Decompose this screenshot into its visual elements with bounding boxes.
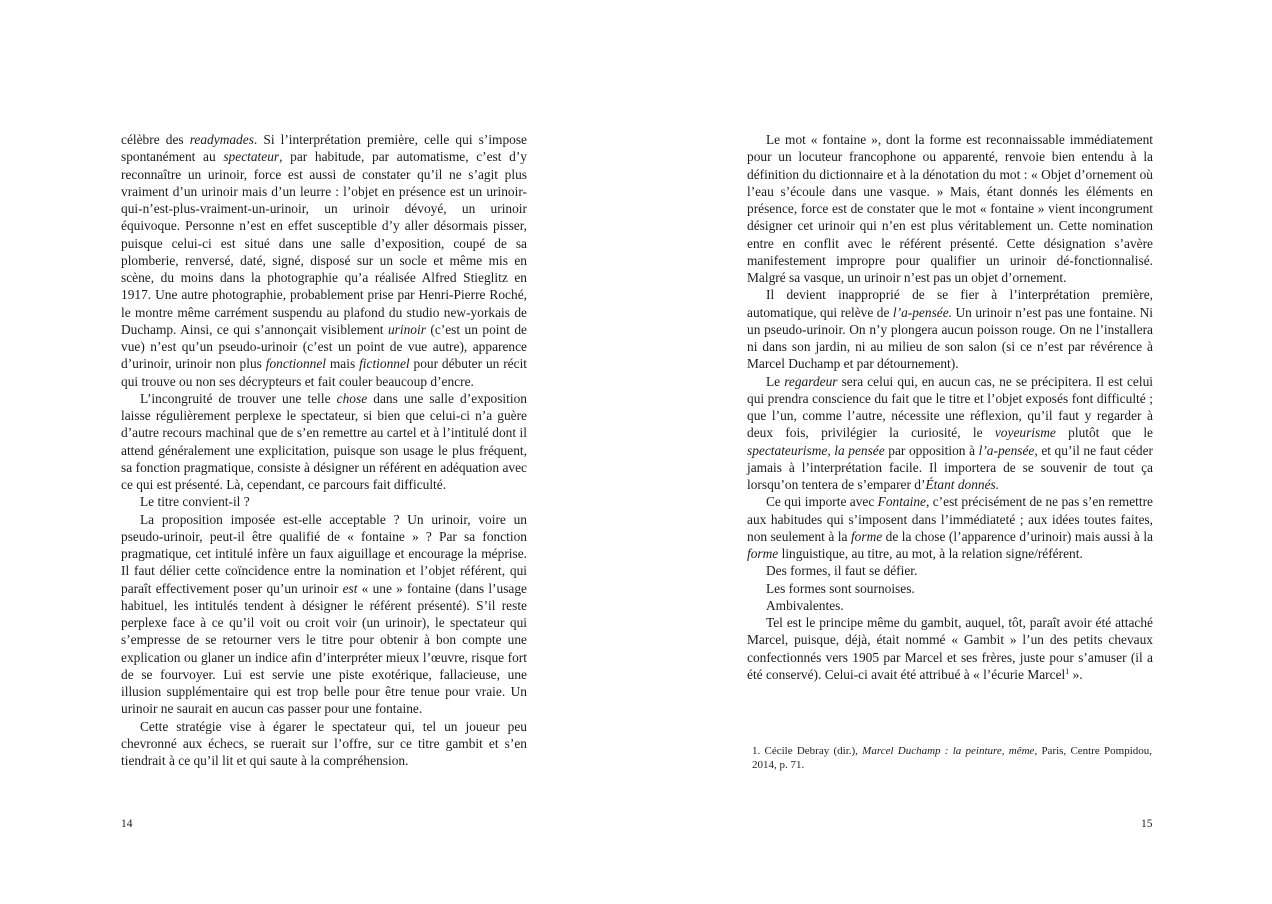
text-run: sera celui qui, en aucun cas, ne se précipitera. Il est celui qui prendra conscience du fait que le titre et l’objet exposés font difficulté ; que l’un, comme l’autre, nécessite une réflexion, qu’il faut y regarder à deux fois, privilégier la curiosité, le [747,373,1153,441]
footnote [752,744,1152,772]
italic-run: chose [336,390,368,406]
text-run: Tel est le principe même du gambit, auquel, tôt, paraît avoir été attaché Marcel, puisque, déjà, était nommé « Gambit » l’un des petits chevaux confectionnés vers 1905 par Marcel et ses frères, juste pour s’amuser (il a été conservé). Celui-ci avait été attribué à « l’écurie Marcel [747,615,1153,682]
italic-run: fictionnel [359,356,410,372]
page-number: 14 [121,818,133,830]
paragraph [121,131,527,390]
text-run: Cette stratégie vise à égarer le spectateur qui, tel un joueur peu chevronné aux échecs, se ruerait sur l’offre, sur ce titre gambit et s’en tiendrait à ce qu’il lit et qui saute à la compréhension. [121,718,527,768]
paragraph [121,718,527,770]
italic-run: regardeur [784,373,838,389]
text-run: Les formes sont sournoises. [766,580,915,596]
italic-run: l’a-pensée. [892,304,953,320]
paragraph [747,580,1153,597]
left-page-body-text [121,131,527,769]
text-run: , et qu’il ne faut céder jamais à l’interprétation facile. Il importera de se souvenir de tout ça lorsqu’on tentera de s’emparer d’ [747,442,1154,492]
text-run: plutôt que le [1055,425,1154,441]
text-run: , par habitude, par automatisme, c’est d’y reconnaître un urinoir, force est aussi de constater qu’il ne s’agit plus vraiment d’un urinoir mais d’un leurre : l’objet en présence est un urinoir-qui-n’est-plus-vraiment-un-urinoir, un urinoir dévoyé, un urinoir équivoque. Personne n’est en effet susceptible d’y aller désormais pisser, puisque celui-ci est situé dans une salle d’exposition, coupé de sa plomberie, renversé, daté, signé, disposé sur un socle et même mis en scène, du moins dans la photographie qu’a réalisée Alfred Stieglitz en 1917. Une autre photographie, probablement prise par Henri-Pierre Roché, le montre même carrément suspendu au plafond du studio new-yorkais de Duchamp. Ainsi, ce qui s’annonçait visiblement [121,149,527,337]
text-run: , [827,442,835,458]
text-run: Le [766,373,785,389]
italic-run: est [342,580,358,596]
paragraph [747,493,1153,562]
text-run: L’incongruité de trouver une telle [140,390,337,406]
paragraph [747,131,1153,286]
text-run: « une » fontaine (dans l’usage habituel, les intitulés tendent à désigner le référent présenté). S’il reste perplexe face à ce qu’il voit ou croit voir (un urinoir), le spectateur qui s’empresse de se retourner vers le titre pour obtenir à bon compte une explication ou glaner un indice afin d’interpréter mieux l’œuvre, risque fort de se fourvoyer. Lui est servie une piste exotérique, fallacieuse, une illusion supplémentaire qui est trop belle pour être tenue pour vraie. Un urinoir ne saurait en aucun cas passer pour une fontaine. [121,580,527,717]
paragraph [121,493,527,510]
text-run: dans une salle d’exposition laisse régulièrement perplexe le spectateur, si bien que celui-ci n’a guère d’autre recours machinal que de s’en remettre au cartel et à l’intitulé dont il attend généralement une explicitation, puisque son usage le plus fréquent, sa fonction pragmatique, consiste à désigner un référent en adéquation avec ce qui est présenté. Là, cependant, ce parcours fait difficulté. [121,390,527,492]
text-run: Le titre convient-il ? [140,494,250,510]
italic-run: voyeurisme [994,425,1056,441]
text-run: Des formes, il faut se défier. [766,563,918,579]
text-run: La proposition imposée est-elle acceptable ? Un urinoir, voire un pseudo-urinoir, peut-il être qualifié de « fontaine » ? Par sa fonction pragmatique, cet intitulé infère un faux aiguillage et encourage la méprise. Il faut délier cette coïncidence entre la nomination et l’objet référent, qui paraît effectivement poser qu’un urinoir [121,511,527,596]
italic-run: forme [850,528,883,544]
text-run: Il devient inapproprié de se fier à l’interprétation première, automatique, qui relève de [747,287,1153,320]
right-page [636,0,1272,904]
paragraph [747,614,1153,683]
right-page-body-text [747,131,1153,683]
italic-run: spectateur [223,149,280,165]
italic-run: Étant donnés. [925,477,1000,492]
text-run: (c’est un point de vue) n’est qu’un pseudo-urinoir (c’est un point de vue autre), apparence d’urinoir, urinoir non plus [121,321,528,372]
paragraph [121,511,527,718]
text-run: par opposition à [884,442,979,458]
paragraph [747,597,1153,614]
page-number: 15 [1141,818,1153,830]
text-run: célèbre des [121,132,190,147]
italic-run: readymades [189,132,254,147]
paragraph [747,373,1153,494]
footnote-ref: 1 [1065,666,1070,676]
text-run: mais [326,356,360,372]
paragraph [121,390,527,494]
italic-run: fonctionnel [265,356,327,372]
italic-run: la pensée [834,442,885,458]
text-run: pour débuter un récit qui trouve ou non ses décrypteurs et fait couler beaucoup d’encre. [121,356,528,389]
paragraph [747,286,1153,372]
text-run: Le mot « fontaine », dont la forme est reconnaissable immédiatement pour un locuteur francophone ou apparenté, renvoie bien entendu à la définition du dictionnaire et à la dénotation du mot : « Objet d’ornement où l’eau s’écoule dans une vasque. » Mais, étant donnés les éléments en présence, force est de constater que le mot « fontaine » vient incongrument désigner cet urinoir qui n’en est plus véritablement un. Cette nomination entre en conflit avec le référent présenté. Cette désignation s’avère manifestement impropre pour qualifier un urinoir dé-fonctionnalisé. Malgré sa vasque, un urinoir n’est pas un objet d’ornement. [747,132,1153,285]
text-run: Ambivalentes. [766,597,844,613]
text-run: Un urinoir n’est pas une fontaine. Ni un pseudo-urinoir. On n’y plongera aucun poisson rouge. On ne l’installera ni dans son jardin, ni au milieu de son salon (si ce n’est par révérence à Marcel Duchamp et par détournement). [747,304,1153,372]
italic-run: urinoir [387,321,426,337]
text-run: Ce qui importe avec [766,494,878,510]
italic-run: l’a-pensée [978,442,1035,458]
text-run: 1. Cécile Debray (dir.), [752,745,863,757]
text-run: , c’est précisément de ne pas s’en remettre aux habitudes qui s’imposent dans l’immédiateté ; aux idées toutes faites, non seulement à la [747,494,1153,544]
text-run: . Si l’interprétation première, celle qui s’impose spontanément au [121,132,527,165]
italic-run: spectateurisme [747,442,828,458]
text-run: ». [1069,666,1083,682]
text-run: , Paris, Centre Pompidou, 2014, p. 71. [752,745,1152,771]
paragraph [747,562,1153,579]
italic-run: forme [747,546,779,561]
italic-run: Marcel Duchamp : la peinture, même [862,745,1035,757]
text-run: linguistique, au titre, au mot, à la relation signe/référent. [778,546,1083,561]
text-run: de la chose (l’apparence d’urinoir) mais aussi à la [882,528,1154,544]
italic-run: Fontaine [877,494,927,510]
